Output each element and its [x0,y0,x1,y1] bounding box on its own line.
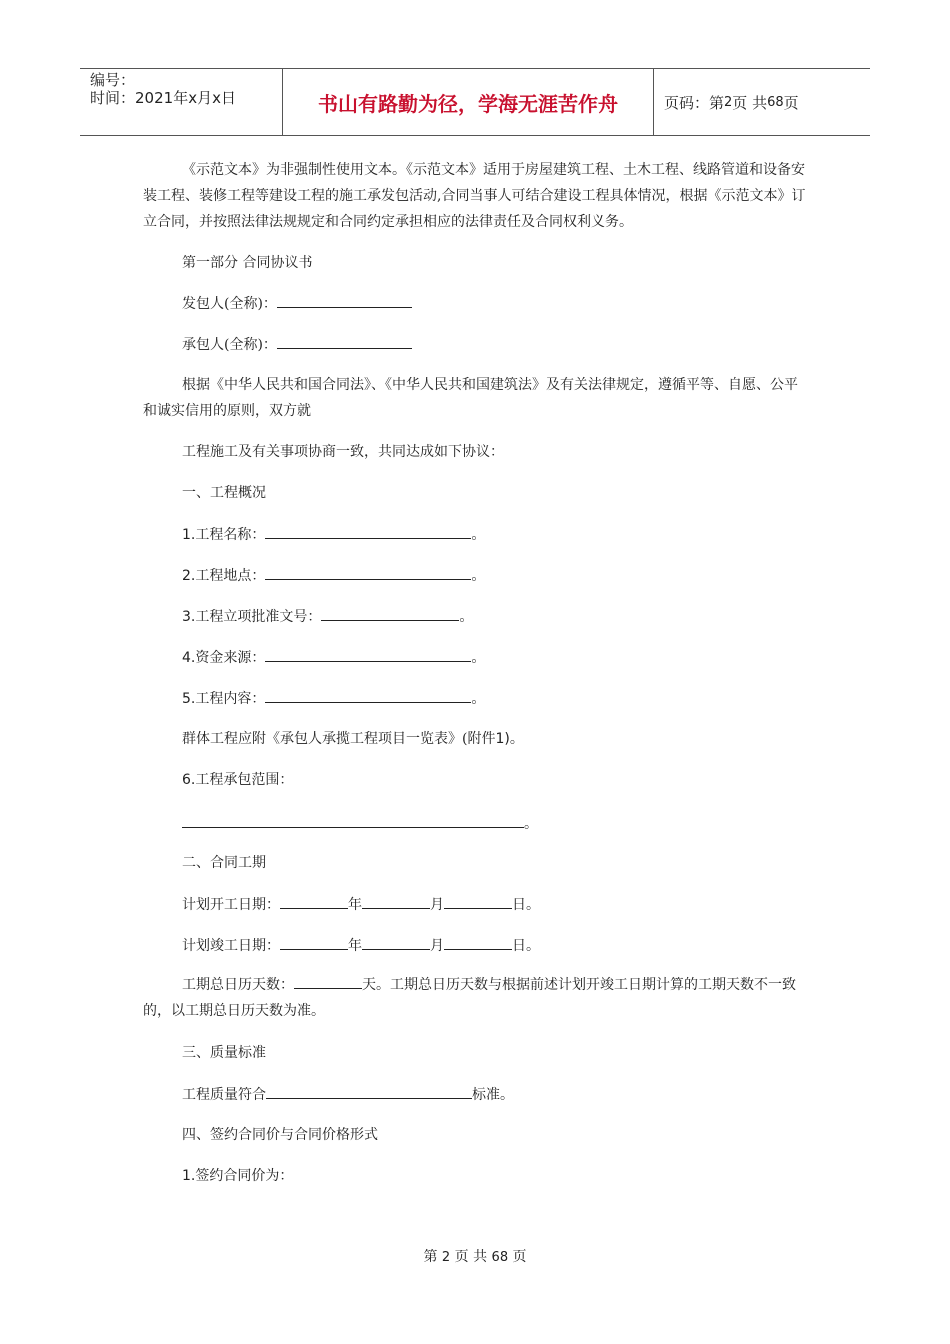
item-number: 5. [182,691,196,707]
page-total: 68 [767,94,784,110]
footer-page-number: 2 [441,1250,451,1265]
item-number: 1. [182,527,196,543]
footer-end: 页 [512,1249,527,1265]
duration-label: 工期总日历天数： [182,977,294,993]
quality-label: 工程质量符合 [182,1087,266,1103]
time-label: 时间： [90,89,136,107]
item-project-name [182,524,485,545]
section-four-heading: 四、签约合同价与合同价格形式 [182,1127,378,1143]
item-period: 。 [471,650,486,666]
page-header [80,68,870,136]
serial-label: 编号： [90,71,136,89]
group-note-attachment: 1)。 [495,731,524,747]
planned-start-line [182,894,540,915]
price-label: 签约合同价为： [195,1168,294,1184]
contractor-line [182,334,412,355]
footer-mid: 页 共 [454,1249,488,1265]
employer-label: 发包人(全称)： [182,296,277,312]
quality-suffix: 标准。 [472,1087,514,1103]
employer-line [182,293,412,314]
scope-period: 。 [524,816,538,832]
item-fund-source [182,647,485,668]
page-label: 页码：第 [664,93,725,112]
item-period: 。 [459,609,474,625]
header-page-info [654,69,870,135]
footer-pre: 第 [423,1249,438,1265]
group-project-note [182,729,524,749]
scope-line [182,813,538,834]
start-year-blank[interactable] [280,894,348,909]
basis-paragraph: 根据《中华人民共和国合同法》、《中华人民共和国建筑法》及有关法律规定，遵循平等、自愿、公平和诚实信用的原则，双方就 [143,377,798,419]
item-label: 工程名称： [195,527,266,543]
item-approval-number [182,606,473,627]
scope-blank[interactable] [182,813,524,828]
page-mid: 页 共 [732,93,768,112]
item-number: 3. [182,609,196,625]
header-motto: 书山有路勤为径，学海无涯苦作舟 [282,69,654,135]
duration-text: 天。工期总日历天数与根据前述计划开竣工日期计算的工期天数不一致的，以工期总日历天数为准。 [143,977,796,1019]
item-number: 2. [182,568,196,584]
approval-number-blank[interactable] [321,606,459,621]
item-number: 4. [182,650,196,666]
start-day-blank[interactable] [444,894,512,909]
time-line [90,89,282,107]
contract-price-line [182,1166,293,1186]
year-label: 年 [348,938,362,954]
item-project-content [182,688,485,709]
duration-blank[interactable] [294,974,362,989]
year-label: 年 [348,897,362,913]
month-label: 月 [430,938,444,954]
item-label: 工程立项批准文号： [195,609,322,625]
item-contract-scope [182,770,293,790]
finish-day-blank[interactable] [444,935,512,950]
item-label: 资金来源： [195,650,266,666]
month-label: 月 [430,897,444,913]
project-name-blank[interactable] [265,524,471,539]
part-one-heading: 第一部分 合同协议书 [182,255,313,271]
item-project-location [182,565,485,586]
day-label: 日。 [512,897,540,913]
intro-paragraph: 《示范文本》为非强制性使用文本。《示范文本》适用于房屋建筑工程、土木工程、线路管道和设备安装工程、装修工程等建设工程的施工承发包活动,合同当事人可结合建设工程具体情况，根据《示范文本》订立合同，并按照法律法规规定和合同约定承担相应的法律责任及合同权利义务。 [143,162,806,230]
project-location-blank[interactable] [265,565,471,580]
finish-month-blank[interactable] [362,935,430,950]
page-number: 2 [724,94,733,110]
planned-finish-line [182,935,540,956]
quality-line [182,1084,514,1105]
footer-page-total: 68 [491,1250,509,1265]
project-content-blank[interactable] [265,688,471,703]
item-period: 。 [471,568,486,584]
item-period: 。 [471,691,486,707]
employer-blank[interactable] [277,293,412,308]
group-note-text: 群体工程应附《承包人承揽工程项目一览表》(附件 [182,731,496,747]
item-label: 工程承包范围： [195,772,294,788]
section-two-heading: 二、合同工期 [182,855,266,871]
contractor-label: 承包人(全称)： [182,337,277,353]
item-number: 6. [182,772,196,788]
item-label: 工程地点： [195,568,266,584]
fund-source-blank[interactable] [265,647,471,662]
section-one-heading: 一、工程概况 [182,485,266,501]
time-value: 2021年x月x日 [135,89,236,107]
page-footer [0,1246,950,1266]
header-meta [80,69,282,135]
agreement-line: 工程施工及有关事项协商一致，共同达成如下协议： [182,444,504,460]
section-three-heading: 三、质量标准 [182,1045,266,1061]
page-end: 页 [783,93,799,112]
item-period: 。 [471,527,486,543]
start-month-blank[interactable] [362,894,430,909]
start-label: 计划开工日期： [182,897,280,913]
item-number: 1. [182,1168,196,1184]
contractor-blank[interactable] [277,334,412,349]
item-label: 工程内容： [195,691,266,707]
finish-year-blank[interactable] [280,935,348,950]
finish-label: 计划竣工日期： [182,938,280,954]
duration-paragraph [143,972,808,1024]
quality-blank[interactable] [266,1084,472,1099]
day-label: 日。 [512,938,540,954]
